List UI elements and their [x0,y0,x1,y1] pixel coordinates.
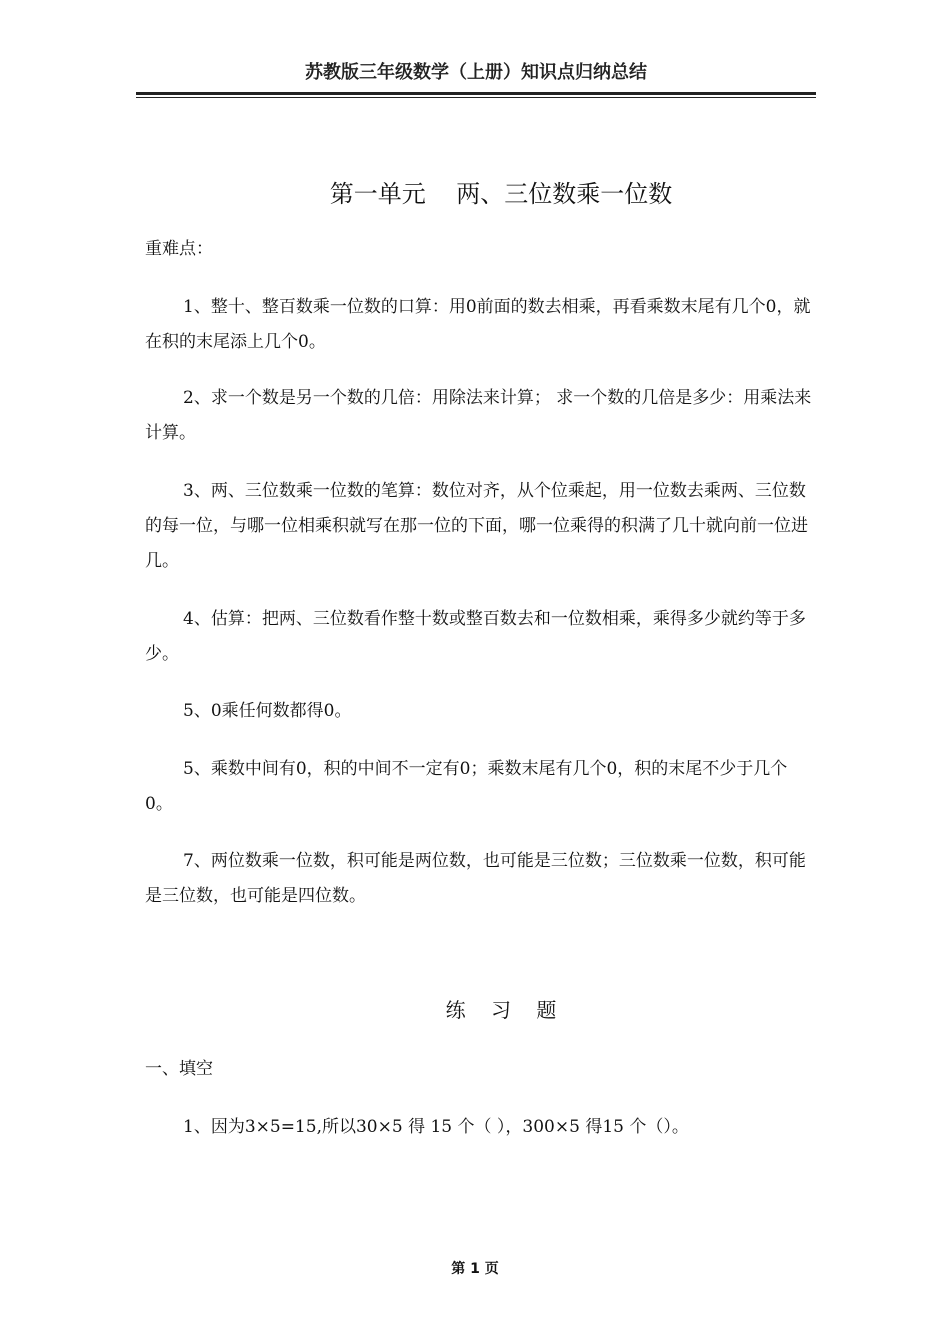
header-rule [136,92,816,98]
document-header: 苏教版三年级数学（上册）知识点归纳总结 [305,62,647,83]
section-fill-blank-label: 一、填空 [145,1059,213,1079]
key-point-1: 1、整十、整百数乘一位数的口算：用0前面的数去相乘，再看乘数末尾有几个0，就在积的末尾添上几个0。 [145,297,811,352]
page-number: 第 1 页 [451,1261,499,1277]
key-point-7: 7、两位数乘一位数，积可能是两位数，也可能是三位数；三位数乘一位数，积可能是三位数，也可能是四位数。 [145,851,806,906]
exercise-title: 练 习 题 [445,998,557,1022]
key-point-2: 2、求一个数是另一个数的几倍：用除法来计算； 求一个数的几倍是多少：用乘法来计算。 [145,388,812,443]
key-point-3: 3、两、三位数乘一位数的笔算：数位对齐，从个位乘起，用一位数去乘两、三位数的每一位，与哪一位相乘积就写在那一位的下面，哪一位乘得的积满了几十就向前一位进几。 [145,481,808,571]
key-point-5: 5、0乘任何数都得0。 [183,701,352,721]
key-point-6: 5、乘数中间有0，积的中间不一定有0；乘数末尾有几个0，积的末尾不少于几个0。 [145,759,788,814]
unit-title: 第一单元 两、三位数乘一位数 [329,180,673,208]
key-point-4: 4、估算：把两、三位数看作整十数或整百数去和一位数相乘，乘得多少就约等于多少。 [145,609,806,664]
key-points-label: 重难点： [145,239,213,259]
question-1: 1、因为3×5=15,所以30×5 得 15 个（ ），300×5 得15 个（）。 [183,1117,689,1137]
